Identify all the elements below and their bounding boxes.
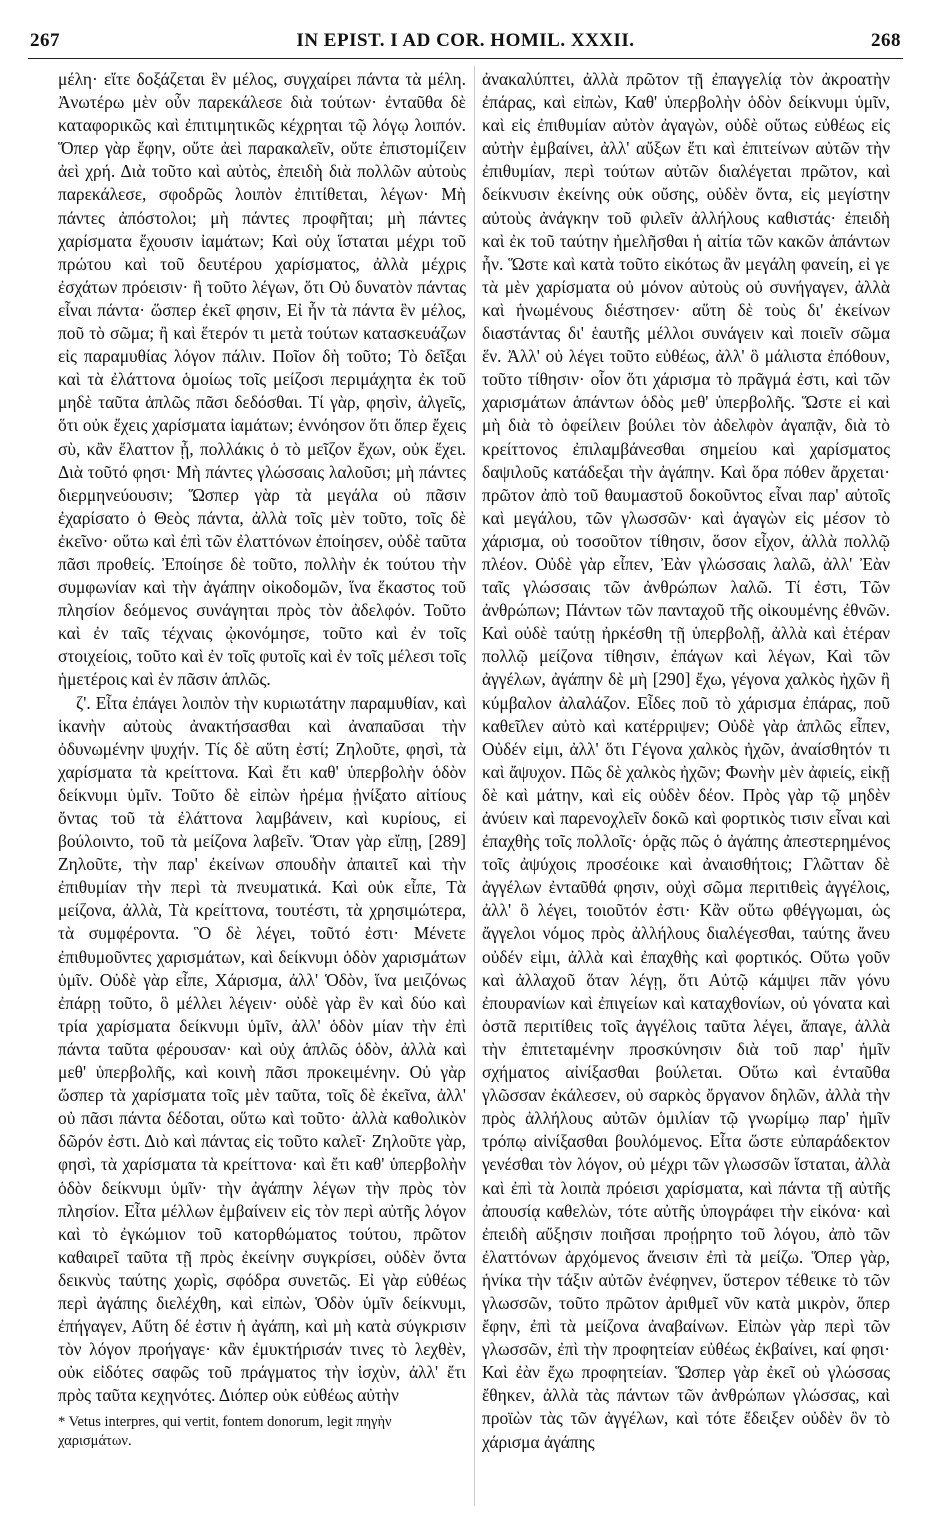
header-rule	[28, 58, 903, 59]
page-number-left: 267	[30, 30, 60, 51]
running-header	[28, 26, 903, 56]
column-divider	[474, 66, 475, 1506]
right-column	[482, 68, 890, 1513]
right-paragraph-1: ἀνακαλύπτει, ἀλλὰ πρῶτον τῇ ἐπαγγελίᾳ τὸν ἀκροατὴν ἐπάρας, καὶ εἰπὼν, Καθ' ὑπερβολὴν ὁδὸν δείκνυμι ὑμῖν, καὶ εἰς ἐπιθυμίαν αὐτὸν ἀγαγὼν, οὐδὲ οὕτως εὐθέως εἰς αὐτὴν ἐμβαίνει, ἀλλ' αὔξων ἔτι καὶ ἐπιτείνων αὐτῶν τὴν ἐπιθυμίαν, περὶ τούτων αὐτῶν διαλέγεται πρῶτον, καὶ δείκνυσιν ἐκείνης οὐκ οὔσης, οὐδὲν ὄντα, εἰς μεγίστην αὐτοὺς ἀνάγκην τοῦ φιλεῖν ἀλλήλους καθιστάς· ἐπειδὴ καὶ ἐκ τοῦ ταύτην ἠμελῆσθαι ἡ αἰτία τῶν κακῶν ἁπάντων ἦν. Ὥστε καὶ κατὰ τοῦτο εἰκότως ἂν μεγάλη φανείη, εἰ γε τὰ μὲν χαρίσματα οὐ μόνον αὐτοὺς οὐ συνήγαγεν, ἀλλὰ καὶ ἡνωμένους διέστησεν· αὕτη δὲ τοὺς δι' ἐκείνων διαστάντας δι' ἑαυτῆς μέλλοι συνάγειν καὶ ποιεῖν σῶμα ἕν. Ἀλλ' οὐ λέγει τοῦτο εὐθέως, ἀλλ' ὃ μάλιστα ἐπόθουν, τοῦτο τίθησιν· οἷον ὅτι χάρισμα τὸ πρᾶγμά ἐστι, καὶ τῶν χαρισμάτων ἁπάντων ὁδὸς μεθ' ὑπερβολῆς. Ὥστε εἰ καὶ μὴ διὰ τὸ ὀφείλειν βούλει τὸν ἀδελφὸν ἀγαπᾷν, διὰ τὸ κρείττονος ἐπιλαμβάνεσθαι σημείου καὶ χαρίσματος δαψιλοῦς κατάδεξαι τὴν ἀγάπην. Καὶ ὅρα πόθεν ἄρχεται· πρῶτον ἀπὸ τοῦ θαυμαστοῦ δοκοῦντος εἶναι παρ' αὐτοῖς καὶ μεγάλου, τῶν γλωσσῶν· καὶ ἀγαγὼν εἰς μέσον τὸ χάρισμα, οὐ τοσοῦτον τίθησιν, ὅσον εἶχον, ἀλλὰ πολλῷ πλέον. Οὐδὲ γὰρ εἶπεν, Ἐὰν γλώσσαις λαλῶ, ἀλλ' Ἐὰν ταῖς γλώσσαις τῶν ἀνθρώπων λαλῶ. Τί ἐστι, Τῶν ἀνθρώπων; Πάντων τῶν πανταχοῦ τῆς οἰκουμένης ἐθνῶν. Καὶ οὐδὲ ταύτῃ ἠρκέσθη τῇ ὑπερβολῇ, ἀλλὰ καὶ ἑτέραν πολλῷ μείζονα τίθησιν, ἐπάγων καὶ λέγων, Καὶ τῶν ἀγγέλων, ἀγάπην δὲ μὴ [290] ἔχω, γέγονα χαλκὸς ἠχῶν ἢ κύμβαλον ἀλαλάζον. Εἶδες ποῦ τὸ χάρισμα ἐπάρας, ποῦ καθεῖλεν αὐτὸ καὶ κατέρριψεν; Οὐδὲ γὰρ ἁπλῶς εἶπεν, Οὐδέν εἰμι, ἀλλ' ὅτι Γέγονα χαλκὸς ἠχῶν, ἀναίσθητόν τι καὶ ἄψυχον. Πῶς δὲ χαλκὸς ἠχῶν; Φωνὴν μὲν ἀφιείς, εἰκῇ δὲ καὶ μάτην, καὶ εἰς οὐδὲν δέον. Πρὸς γὰρ τῷ μηδὲν ἀνύειν καὶ παρενοχλεῖν δοκῶ καὶ φορτικὸς τισιν εἶναι καὶ ἐπαχθὴς τοῖς πολλοῖς· ὁρᾷς πῶς ὁ ἀγάπης ἀπεστερημένος τοῖς ἀψύχοις προσέοικε καὶ ἀναισθήτοις; Γλῶτταν δὲ ἀγγέλων ἐνταῦθά φησιν, οὐχὶ σῶμα περιτιθεὶς ἀγγέλοις, ἀλλ' ὃ λέγει, τοιοῦτόν ἐστι· Κἂν οὕτω φθέγγωμαι, ὡς ἄγγελοι νόμος πρὸς ἀλλήλους διαλέγεσθαι, ταύτης ἄνευ οὐδέν εἰμι, ἀλλὰ καὶ ἐπαχθὴς καὶ φορτικός. Οὕτω γοῦν καὶ ἀλλαχοῦ ὅταν λέγῃ, ὅτι Αὐτῷ κάμψει πᾶν γόνυ ἐπουρανίων καὶ ἐπιγείων καὶ καταχθονίων, οὐ γόνατα καὶ ὀστᾶ περιτίθεις τοῖς ἀγγέλοις ταῦτα λέγει, ἄπαγε, ἀλλὰ τὴν ἐπιτεταμένην προσκύνησιν διὰ τοῦ παρ' ἡμῖν σχήματος αἰνίξασθαι βούλεται. Οὕτω καὶ ἐνταῦθα γλῶσσαν ἐκάλεσεν, οὐ σαρκὸς ὄργανον δηλῶν, ἀλλὰ τὴν πρὸς ἀλλήλους αὐτῶν ὁμιλίαν τῷ γνωρίμῳ παρ' ἡμῖν τρόπῳ αἰνίξασθαι βουλόμενος. Εἶτα ὥστε εὐπαράδεκτον γενέσθαι τὸν λόγον, οὐ μέχρι τῶν γλωσσῶν ἵσταται, ἀλλὰ καὶ ἐπὶ τὰ λοιπὰ πρόεισι χαρίσματα, καὶ πάντα τῇ αὐτῆς ἀπουσίᾳ καθελὼν, τότε αὐτῆς ὑπογράφει τὴν εἰκόνα· καὶ ἐπειδὴ αὔξησιν ποιῆσαι προῄρητο τοῦ λόγου, ἀπὸ τῶν ἐλαττόνων ἀρχόμενος ἄνεισιν ἐπὶ τὰ μείζω. Ὅπερ γὰρ, ἡνίκα τὴν τάξιν αὐτῶν ἐνέφηνεν, ὕστερον τέθεικε τὸ τῶν γλωσσῶν, τοῦτο πρῶτον ἀριθμεῖ νῦν κατὰ μικρὸν, ὅπερ ἔφην, ἐπὶ τὰ μείζονα ἀναβαίνων. Εἰπὼν γὰρ περὶ τῶν γλωσσῶν, ἐπὶ τὴν προφητείαν εὐθέως ἐκβαίνει, καί φησι· Καὶ ἐὰν ἔχω προφητείαν. Ὥσπερ γὰρ ἐκεῖ οὐ γλώσσας ἔθηκεν, ἀλλὰ τὰς πάντων τῶν ἀνθρώπων γλώσσας, καὶ προϊὼν τὰς τῶν ἀγγέλων, καὶ τότε ἔδειξεν οὐδὲν ὂν τὸ χάρισμα ἀγάπης	[482, 69, 890, 1452]
left-column	[58, 68, 466, 1513]
footnote: * Vetus interpres, qui vertit, fontem donorum, legit πηγὴν χαρισμάτων.	[58, 1414, 392, 1450]
running-title: IN EPIST. I AD COR. HOMIL. XXXII.	[296, 30, 635, 51]
left-paragraph-1: μέλη· εἴτε δοξάζεται ἓν μέλος, συγχαίρει πάντα τὰ μέλη. Ἀνωτέρω μὲν οὖν παρεκάλεσε διὰ τούτων· ἐνταῦθα δὲ καταφορικῶς καὶ ἐπιτιμητικῶς κέχρηται τῷ λόγῳ λοιπόν. Ὅπερ γὰρ ἔφην, οὔτε ἀεὶ παρακαλεῖν, οὔτε ἐπιστομίζειν ἀεὶ χρή. Διὰ τοῦτο καὶ αὐτὸς, ἐπειδὴ διὰ πολλῶν αὐτοὺς παρεκάλεσε, σφοδρῶς λοιπὸν ἐπιτίθεται, λέγων· Μὴ πάντες ἀπόστολοι; μὴ πάντες προφῆται; μὴ πάντες χαρίσματα ἔχουσιν ἰαμάτων; Καὶ οὐχ ἵσταται μέχρι τοῦ πρώτου καὶ τοῦ δευτέρου χαρίσματος, ἀλλὰ μέχρις ἐσχάτων πρόεισιν· ἢ τοῦτο λέγων, ὅτι Οὐ δυνατὸν πάντας εἶναι πάντα· ὥσπερ ἐκεῖ φησιν, Εἰ ἦν τὰ πάντα ἓν μέλος, ποῦ τὸ σῶμα; ἢ καὶ ἕτερόν τι μετὰ τούτων κατασκευάζων εἰς παραμυθίας λόγον πάλιν. Ποῖον δὴ τοῦτο; Τὸ δεῖξαι καὶ τὰ ἐλάττονα ὁμοίως τοῖς μείζοσι περιμάχητα ἐκ τοῦ μηδὲ ταῦτα ἁπλῶς πᾶσι δεδόσθαι. Τί γὰρ, φησὶν, ἀλγεῖς, ὅτι οὐκ ἔχεις χαρίσματα ἰαμάτων; ἐννόησον ὅτι ὅπερ ἔχεις σὺ, κἂν ἔλαττον ᾖ, πολλάκις ὁ τὸ μεῖζον ἔχων, οὐκ ἔχει. Διὰ τοῦτό φησι· Μὴ πάντες γλώσσαις λαλοῦσι; μὴ πάντες διερμηνεύουσιν; Ὥσπερ γὰρ τὰ μεγάλα οὐ πᾶσιν ἐχαρίσατο ὁ Θεὸς πάντα, ἀλλὰ τοῖς μὲν τοῦτο, τοῖς δὲ ἐκεῖνο· οὕτω καὶ ἐπὶ τῶν ἐλαττόνων ἐποίησεν, οὐδὲ ταῦτα πᾶσι προθείς. Ἐποίησε δὲ τοῦτο, πολλὴν ἐκ τούτου τὴν συμφωνίαν καὶ τὴν ἀγάπην οἰκοδομῶν, ἵνα ἕκαστος τοῦ πλησίον δεόμενος συνάγηται πρὸς τὸν ἀδελφόν. Τοῦτο καὶ ἐν ταῖς τέχναις ᾠκονόμησε, τοῦτο καὶ ἐν τοῖς στοιχείοις, τοῦτο καὶ ἐν τοῖς φυτοῖς καὶ ἐν τοῖς μέλεσι τοῖς ἡμετέροις καὶ ἐν πᾶσιν ἁπλῶς.	[58, 69, 466, 690]
page-number-right: 268	[871, 30, 901, 51]
left-paragraph-2: ζ'. Εἶτα ἐπάγει λοιπὸν τὴν κυριωτάτην παραμυθίαν, καὶ ἱκανὴν αὐτοὺς ἀνακτήσασθαι καὶ ἀναπαῦσαι τὴν ὀδυνωμένην ψυχήν. Τίς δὲ αὕτη ἐστί; Ζηλοῦτε, φησὶ, τὰ χαρίσματα τὰ κρείττονα. Καὶ ἔτι καθ' ὑπερβολὴν ὁδὸν δείκνυμι ὑμῖν. Τοῦτο δὲ εἰπὼν ἠρέμα ᾐνίξατο αἰτίους ὄντας τοῦ τὰ ἐλάττονα λαμβάνειν, καὶ κυρίους, εἰ βούλοιντο, τοῦ τὰ μείζονα λαβεῖν. Ὅταν γὰρ εἴπῃ, [289] Ζηλοῦτε, τὴν παρ' ἐκείνων σπουδὴν ἀπαιτεῖ καὶ τὴν ἐπιθυμίαν τὴν περὶ τὰ πνευματικά. Καὶ οὐκ εἶπε, Τὰ μείζονα, ἀλλὰ, Τὰ κρείττονα, τουτέστι, τὰ χρησιμώτερα, τὰ συμφέροντα. Ὃ δὲ λέγει, τοῦτό ἐστι· Μένετε ἐπιθυμοῦντες χαρισμάτων, καὶ δείκνυμι ὁδὸν χαρισμάτων ὑμῖν. Οὐδὲ γὰρ εἶπε, Χάρισμα, ἀλλ' Ὁδὸν, ἵνα μειζόνως ἐπάρῃ τοῦτο, ὃ μέλλει λέγειν· οὐδὲ γὰρ ἓν καὶ δύο καὶ τρία χαρίσματα δείκνυμι ὑμῖν, ἀλλ' ὁδὸν μίαν τὴν ἐπὶ πάντα ταῦτα φέρουσαν· καὶ οὐχ ἁπλῶς ὁδὸν, ἀλλὰ καὶ μεθ' ὑπερβολῆς, καὶ κοινὴ πᾶσι προκειμένην. Οὐ γὰρ ὥσπερ τὰ χαρίσματα τοῖς μὲν ταῦτα, τοῖς δὲ ἐκεῖνα, ἀλλ' οὐ πᾶσι πάντα δέδοται, οὕτω καὶ τοῦτο· ἀλλὰ καθολικὸν δῶρόν ἐστι. Διὸ καὶ πάντας εἰς τοῦτο καλεῖ· Ζηλοῦτε γὰρ, φησὶ, τὰ χαρίσματα τὰ κρείττονα· καὶ ἔτι καθ' ὑπερβολὴν ὁδὸν δείκνυμι ὑμῖν· τὴν ἀγάπην λέγων τὴν πρὸς τὸν πλησίον. Εἶτα μέλλων ἐμβαίνειν εἰς τὸν περὶ αὐτῆς λόγον καὶ τὸ ἐγκώμιον τοῦ κατορθώματος τούτου, πρῶτον καθαιρεῖ ταῦτα τῇ πρὸς ἐκείνην συγκρίσει, οὐδὲν ὄντα δεικνὺς ταύτης χωρὶς, σφόδρα συνετῶς. Εἰ γὰρ εὐθέως περὶ ἀγάπης διελέχθη, καὶ εἰπὼν, Ὁδὸν ὑμῖν δείκνυμι, ἐπήγαγεν, Αὕτη δέ ἐστιν ἡ ἀγάπη, καὶ μὴ κατὰ σύγκρισιν τὸν λόγον προήγαγε· κἂν ἐμυκτήρισάν τινες τὸ λεχθὲν, οὐκ εἰδότες σαφῶς τοῦ πράγματος τὴν ἰσχὺν, ἀλλ' ἔτι πρὸς ταῦτα κεχηνότες. Διόπερ οὐκ εὐθέως αὐτὴν	[58, 692, 466, 1406]
